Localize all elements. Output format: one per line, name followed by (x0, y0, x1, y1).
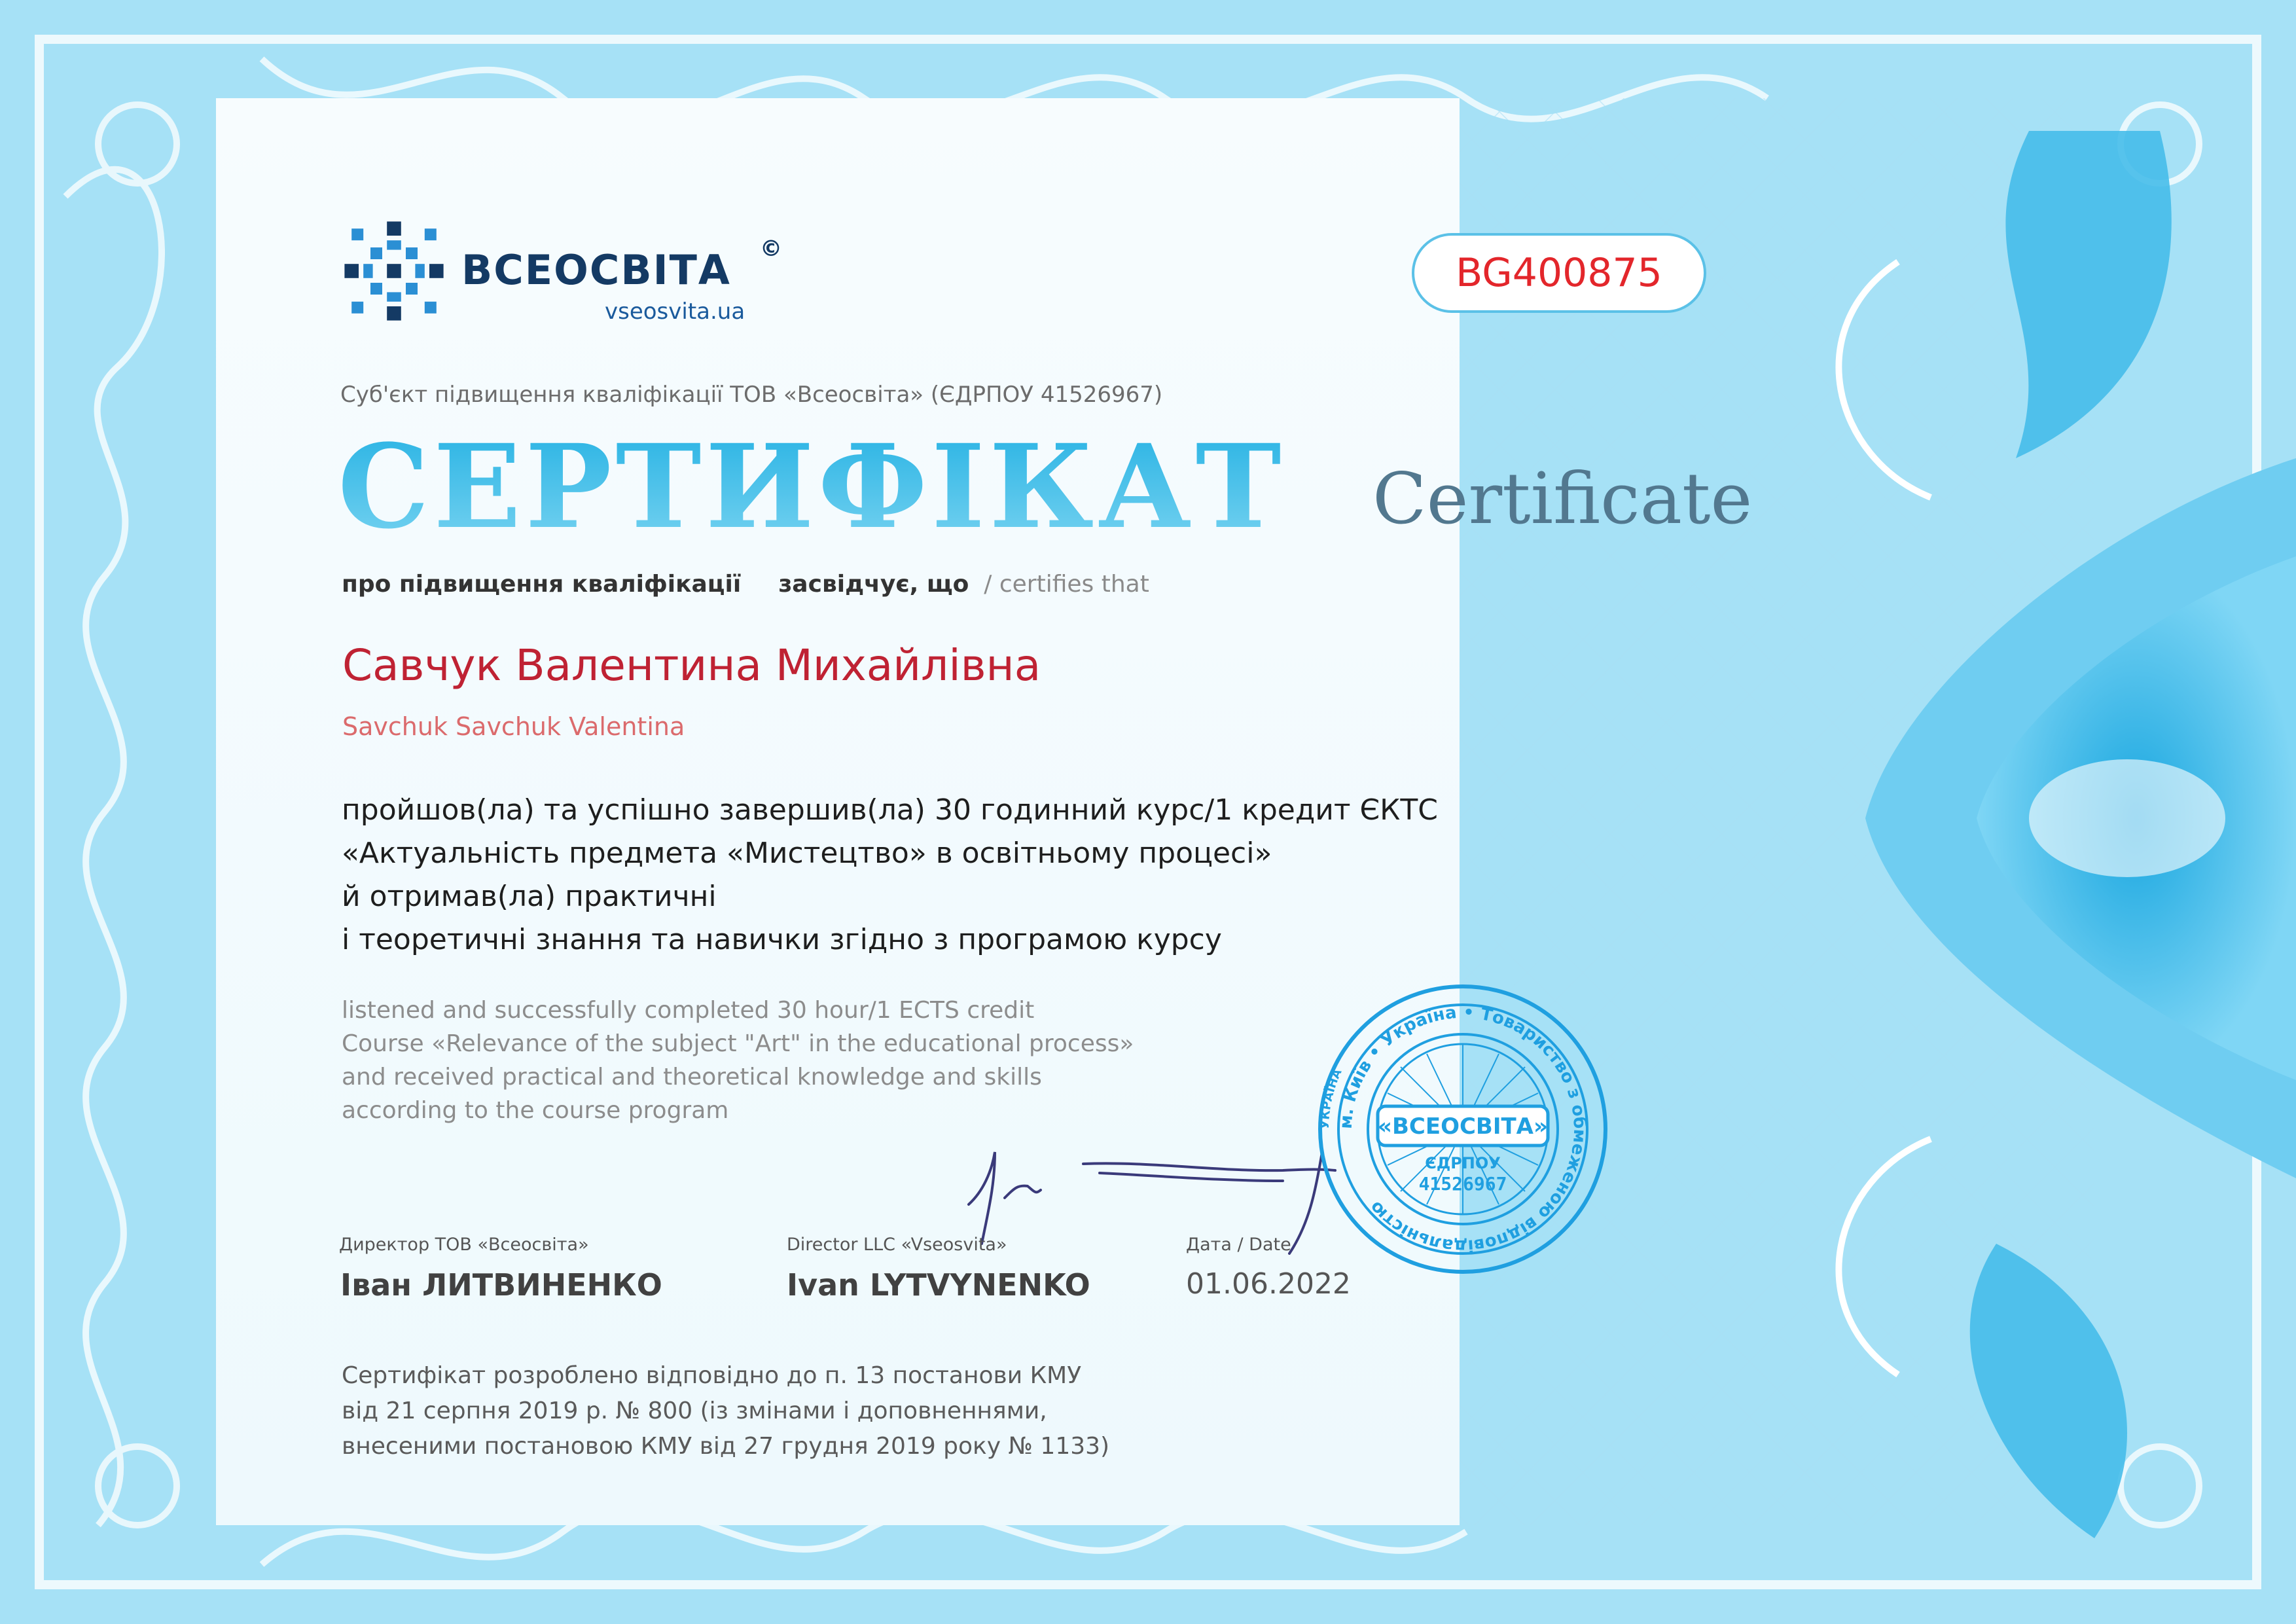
course-line-en: listened and successfully completed 30 hour/1 ECTS credit (342, 997, 1035, 1024)
recipient-name: Савчук Валентина Михайлівна (342, 640, 1041, 691)
footer-line: від 21 серпня 2019 р. № 800 (із змінами і доповненнями, (342, 1398, 1047, 1424)
issue-date: 01.06.2022 (1186, 1267, 1351, 1301)
date-label: Дата / Date (1186, 1235, 1291, 1255)
course-line: пройшов(ла) та успішно завершив(ла) 30 годинний курс/1 кредит ЄКТС (342, 793, 1439, 827)
brand-name: ВСЕОСВІТА (461, 246, 731, 294)
course-line-en: Course «Relevance of the subject "Art" in the educational process» (342, 1030, 1134, 1057)
seal-ring-text: м. Київ • Україна • Товариство з обмеженою відповідальністю (1336, 1002, 1590, 1256)
recipient-name-en: Savchuk Savchuk Valentina (342, 712, 685, 741)
purpose-text: про підвищення кваліфікації (342, 571, 742, 598)
certificate-title-en: Certificate (1372, 458, 1753, 540)
course-line-en: according to the course program (342, 1097, 729, 1124)
footer-line: внесеними постановою КМУ від 27 грудня 2019 року № 1133) (342, 1433, 1110, 1460)
copyright-mark: © (760, 236, 782, 262)
seal-center-text: «ВСЕОСВІТА» (1378, 1113, 1548, 1140)
official-seal (1316, 982, 1610, 1276)
course-line: й отримав(ла) практичні (342, 880, 717, 913)
course-line: «Актуальність предмета «Мистецтво» в освітньому процесі» (342, 837, 1272, 870)
seal-code-label: ЄДРПОУ (1425, 1154, 1501, 1172)
issuer-subject: Суб'єкт підвищення кваліфікації ТОВ «Всеосвіта» (ЄДРПОУ 41526967) (340, 382, 1163, 408)
course-description-en (342, 994, 1134, 1127)
director-name-en: Ivan LYTVYNENKO (787, 1267, 1090, 1303)
seal-edge-text: УКРАЇНА (1318, 1067, 1345, 1130)
director-label-en: Director LLC «Vseosvita» (787, 1235, 1007, 1255)
course-line-en: and received practical and theoretical knowledge and skills (342, 1064, 1042, 1091)
course-description (342, 789, 1438, 962)
serial-number: BG400875 (1456, 250, 1662, 296)
director-name-ua: Іван ЛИТВИНЕНКО (340, 1267, 662, 1303)
seal-code: 41526967 (1418, 1173, 1507, 1195)
certifies-line (342, 571, 1149, 598)
certificate-title: СЕРТИФІКАТ (338, 419, 1285, 554)
certifies-text-en: / certifies that (984, 571, 1149, 598)
certifies-text: засвідчує, що (778, 571, 969, 598)
course-line: і теоретичні знання та навички згідно з програмою курсу (342, 923, 1222, 956)
footer-line: Сертифікат розроблено відповідно до п. 13 постанови КМУ (342, 1362, 1082, 1389)
serial-number-badge (1412, 233, 1706, 313)
snowflake-logo-icon (335, 212, 453, 330)
brand-url: vseosvita.ua (605, 298, 745, 325)
director-label-ua: Директор ТОВ «Всеосвіта» (339, 1235, 589, 1255)
legal-footer (342, 1358, 1109, 1464)
